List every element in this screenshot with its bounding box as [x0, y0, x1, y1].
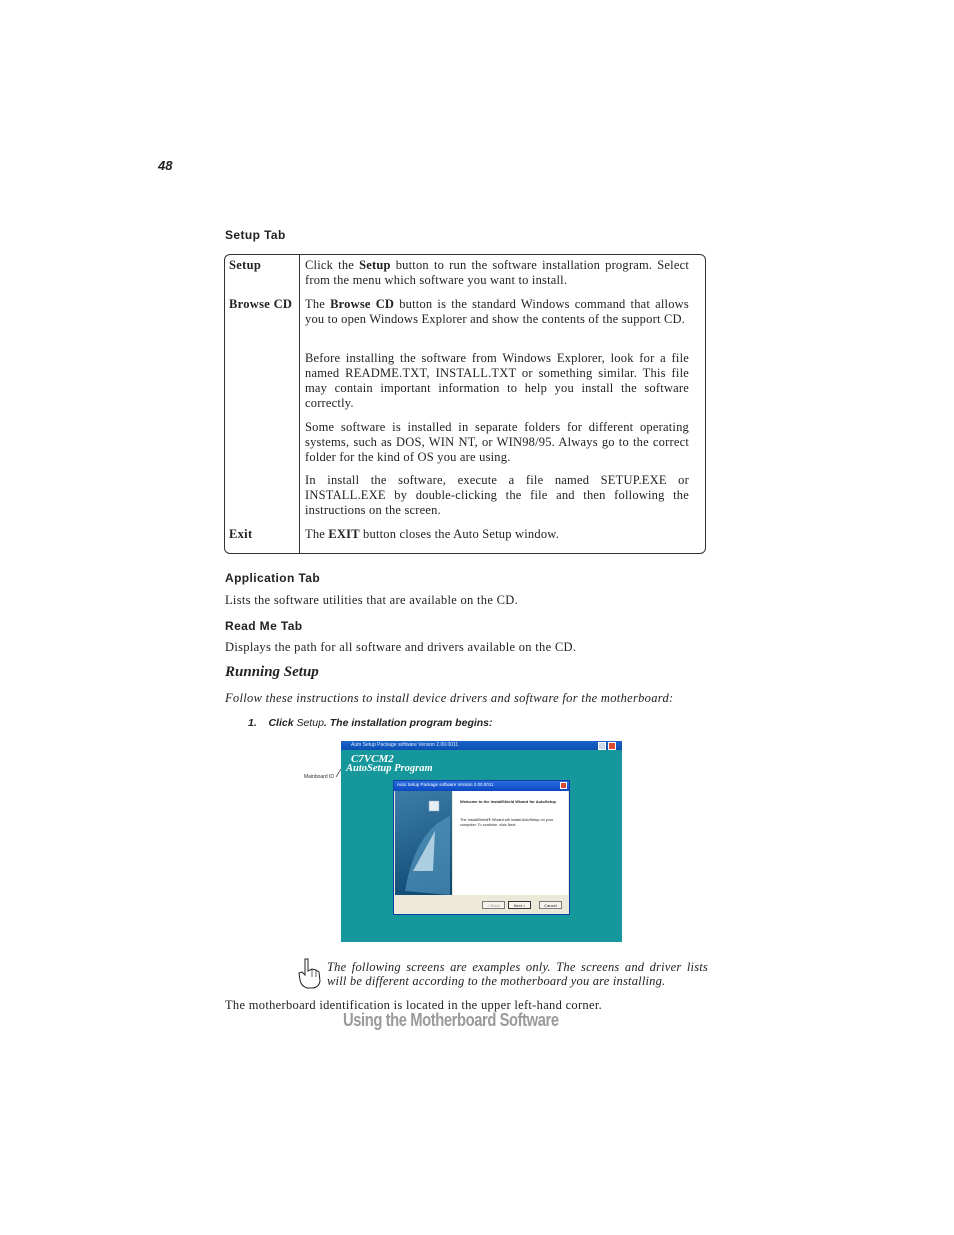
welcome-text: The InstallShield® Wizard will install AutoSetup on your computer. To continue, click Next.: [460, 818, 554, 827]
row-desc-browse-cd-3: Some software is installed in separate folders for different operating systems, such as DOS, WIN NT, or WIN98/95. Always go to the correct folder for the kind of OS you are using.: [305, 420, 689, 464]
wizard-side-art: [395, 791, 452, 895]
footnote: The motherboard identification is located in the upper left-hand corner.: [225, 998, 603, 1012]
row-desc-setup: Click the Setup button to run the software installation program. Select from the menu which software you want to install.: [305, 258, 689, 287]
row-desc-exit: The EXIT button closes the Auto Setup window.: [305, 527, 560, 541]
wizard-art-icon: [395, 791, 452, 895]
minimize-icon[interactable]: [598, 742, 606, 750]
application-tab-heading: Application Tab: [225, 571, 321, 585]
step-number: 1.: [248, 717, 257, 729]
page-number: 48: [158, 158, 173, 173]
back-button[interactable]: < Back: [482, 901, 505, 909]
step-1: [248, 717, 493, 729]
mainboard-id-callout: Mainboard ID: [304, 774, 335, 780]
step-click: Click: [268, 717, 294, 729]
cancel-button[interactable]: Cancel: [539, 901, 562, 909]
row-label-setup: Setup: [229, 258, 262, 272]
row-label-exit: Exit: [229, 527, 253, 541]
step-setup: Setup: [296, 717, 324, 729]
readme-tab-heading: Read Me Tab: [225, 619, 303, 633]
table-divider: [299, 255, 300, 553]
screenshot-titlebar: [341, 741, 622, 750]
pointing-hand-icon: [295, 955, 325, 991]
autosetup-screenshot: [341, 741, 622, 942]
program-name: AutoSetup Program: [346, 763, 433, 774]
board-model: C7VCM2: [351, 753, 394, 765]
running-setup-intro: Follow these instructions to install device drivers and software for the motherboard:: [225, 691, 674, 705]
application-tab-text: Lists the software utilities that are available on the CD.: [225, 593, 519, 607]
row-desc-browse-cd-2: Before installing the software from Windows Explorer, look for a file named README.TXT, INSTALL.TXT or something similar. This file may contain important information to help you install the software correctly.: [305, 351, 689, 410]
readme-tab-text: Displays the path for all software and drivers available on the CD.: [225, 640, 577, 654]
step-rest: . The installation program begins:: [323, 717, 493, 729]
setup-tab-table: [224, 254, 706, 554]
setup-tab-heading: Setup Tab: [225, 228, 286, 242]
row-label-browse-cd: Browse CD: [229, 297, 293, 311]
welcome-title: Welcome to the InstallShield Wizard for AutoSetup: [460, 799, 556, 804]
screenshot-window-title: Auto Setup Package software Version 2.00.0011: [351, 742, 459, 748]
wizard-content: [453, 791, 568, 895]
chapter-footer: Using the Motherboard Software: [343, 1010, 559, 1030]
dialog-titlebar: [394, 781, 569, 791]
note-text: The following screens are examples only. The screens and driver lists will be different according to the motherboard you are installing.: [327, 960, 708, 988]
next-button[interactable]: Next >: [508, 901, 531, 909]
installshield-dialog: [393, 780, 570, 915]
close-icon[interactable]: [608, 742, 616, 750]
row-desc-browse-cd-4: In install the software, execute a file named SETUP.EXE or INSTALL.EXE by double-clicking the file and then following the instructions on the screen.: [305, 473, 689, 517]
dialog-title: Auto Setup Package software Version 2.00.0011: [397, 782, 494, 787]
running-setup-heading: Running Setup: [225, 664, 319, 680]
dialog-close-icon[interactable]: [560, 782, 567, 789]
row-desc-browse-cd-1: The Browse CD button is the standard Windows command that allows you to open Windows Explorer and show the contents of the support CD.: [305, 297, 689, 326]
